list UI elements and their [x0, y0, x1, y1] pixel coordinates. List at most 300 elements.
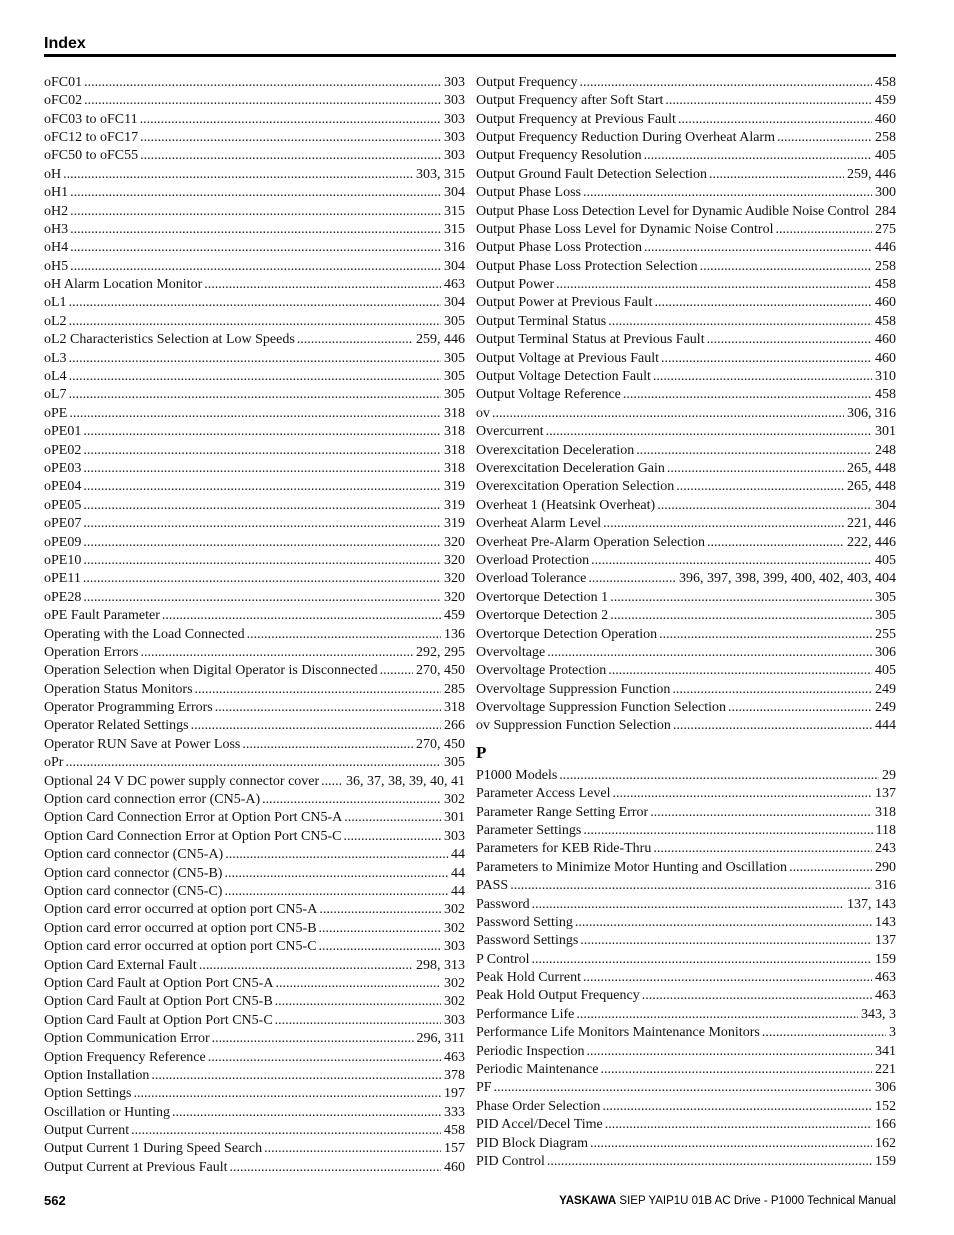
dot-leader — [84, 74, 441, 92]
index-entry — [476, 111, 896, 129]
index-entry — [44, 386, 465, 404]
index-entry — [44, 478, 465, 496]
entry-term: Option card error occurred at option port CN5-A — [44, 902, 318, 918]
entry-pages: 137, 143 — [847, 896, 896, 912]
entry-pages: 159 — [875, 1154, 896, 1169]
entry-pages: 305 — [444, 369, 465, 385]
entry-term: Overvoltage Suppression Function — [476, 681, 671, 697]
index-entry — [476, 969, 896, 987]
dot-leader — [131, 1122, 441, 1140]
entry-pages: 265, 448 — [847, 461, 896, 476]
index-entry — [476, 785, 896, 803]
index-entry — [44, 957, 465, 975]
entry-term: Peak Hold Output Frequency — [476, 988, 640, 1004]
dot-leader — [208, 1049, 441, 1067]
index-entry — [476, 626, 896, 644]
entry-pages: 302 — [444, 792, 465, 808]
entry-term: Output Phase Loss Protection Selection — [476, 258, 698, 274]
entry-term: Periodic Maintenance — [476, 1062, 599, 1078]
index-entry — [44, 313, 465, 331]
entry-pages: 159 — [875, 951, 896, 967]
index-entry — [476, 662, 896, 680]
entry-term: Operating with the Load Connected — [44, 626, 245, 642]
index-entry — [44, 221, 465, 239]
entry-term: Overheat Alarm Level — [476, 516, 602, 532]
dot-leader — [63, 166, 413, 184]
index-column-left — [44, 74, 465, 1177]
entry-term: Option Card Connection Error at Option Port CN5-C — [44, 828, 342, 844]
entry-term: oPE10 — [44, 552, 82, 568]
index-entry — [476, 203, 896, 221]
entry-pages: 319 — [444, 497, 465, 513]
index-entry — [44, 846, 465, 864]
entry-term: Output Frequency at Previous Fault — [476, 111, 676, 127]
entry-pages: 162 — [875, 1135, 896, 1151]
dot-leader — [140, 644, 413, 662]
index-entry — [44, 791, 465, 809]
entry-pages: 302 — [444, 920, 465, 936]
dot-leader — [275, 1012, 441, 1030]
entry-term: Option Settings — [44, 1086, 132, 1102]
index-entry — [44, 662, 465, 680]
entry-pages: 302 — [444, 994, 465, 1010]
index-entry — [476, 534, 896, 552]
dot-leader — [600, 1061, 872, 1079]
entry-term: Option Card Fault at Option Port CN5-C — [44, 1012, 273, 1028]
entry-pages: 249 — [875, 681, 896, 697]
dot-leader — [603, 515, 844, 533]
entry-term: Operator RUN Save at Power Loss — [44, 736, 241, 752]
dot-leader — [579, 74, 872, 92]
dot-leader — [70, 184, 441, 202]
dot-leader — [319, 920, 441, 938]
dot-leader — [262, 791, 441, 809]
index-entry — [44, 405, 465, 423]
dot-leader — [547, 1153, 872, 1171]
index-entry — [476, 1153, 896, 1171]
dot-leader — [667, 460, 844, 478]
index-entry — [476, 478, 896, 496]
entry-pages: 44 — [451, 865, 465, 881]
index-entry — [476, 822, 896, 840]
entry-pages: 301 — [444, 810, 465, 826]
entry-term: Option card error occurred at option port CN5-B — [44, 920, 317, 936]
entry-term: oFC01 — [44, 74, 83, 90]
entry-pages: 303 — [444, 1012, 465, 1028]
entry-term: Overvoltage — [476, 644, 546, 660]
entry-term: oPE11 — [44, 571, 81, 587]
index-entry — [476, 460, 896, 478]
dot-leader — [199, 957, 413, 975]
index-entry — [44, 294, 465, 312]
dot-leader — [559, 767, 879, 785]
entry-pages: 460 — [875, 295, 896, 311]
index-entry — [44, 534, 465, 552]
entry-pages: 405 — [875, 663, 896, 679]
index-entry — [476, 896, 896, 914]
entry-term: Option card connector (CN5-B) — [44, 865, 223, 881]
entry-term: Output Power — [476, 277, 555, 293]
entry-term: Operation Status Monitors — [44, 681, 193, 697]
entry-term: oH — [44, 166, 62, 182]
entry-pages: 243 — [875, 841, 896, 857]
entry-term: Phase Order Selection — [476, 1098, 601, 1114]
dot-leader — [83, 515, 441, 533]
entry-pages: 290 — [875, 859, 896, 875]
index-entry — [44, 681, 465, 699]
index-entry — [44, 773, 465, 791]
index-entry — [476, 1043, 896, 1061]
entry-pages: 318 — [444, 700, 465, 716]
index-entry — [44, 754, 465, 772]
index-entry — [476, 1098, 896, 1116]
index-entry — [44, 717, 465, 735]
entry-pages: 258 — [875, 129, 896, 145]
brand-name: YASKAWA — [559, 1195, 617, 1207]
entry-pages: 343, 3 — [861, 1006, 896, 1022]
index-entry — [476, 644, 896, 662]
index-entry — [476, 1024, 896, 1042]
entry-term: Password Setting — [476, 914, 573, 930]
entry-pages: 305 — [875, 608, 896, 624]
index-entry — [476, 1061, 896, 1079]
dot-leader — [224, 883, 448, 901]
entry-term: Option Card Fault at Option Port CN5-B — [44, 994, 273, 1010]
entry-term: oH4 — [44, 240, 69, 256]
dot-leader — [532, 951, 872, 969]
entry-term: Option card connector (CN5-C) — [44, 883, 223, 899]
entry-pages: 319 — [444, 516, 465, 532]
entry-term: Output Current 1 During Speed Search — [44, 1141, 263, 1157]
entry-term: Option Installation — [44, 1067, 150, 1083]
entry-pages: 316 — [875, 878, 896, 894]
entry-pages: 458 — [875, 313, 896, 329]
dot-leader — [83, 423, 441, 441]
entry-term: oL4 — [44, 369, 67, 385]
dot-leader — [494, 1079, 872, 1097]
entry-pages: 305 — [444, 755, 465, 771]
entry-pages: 320 — [444, 571, 465, 587]
dot-leader — [492, 405, 844, 423]
entry-pages: 405 — [875, 148, 896, 164]
entry-pages: 320 — [444, 534, 465, 550]
index-entry — [44, 497, 465, 515]
entry-term: PID Accel/Decel Time — [476, 1117, 603, 1133]
entry-pages: 275 — [875, 221, 896, 237]
entry-term: Overcurrent — [476, 424, 544, 440]
entry-term: Option card connection error (CN5-A) — [44, 792, 261, 808]
dot-leader — [655, 294, 872, 312]
entry-pages: 296, 311 — [416, 1031, 465, 1047]
entry-term: Performance Life — [476, 1006, 575, 1022]
dot-leader — [70, 221, 441, 239]
entry-term: oH5 — [44, 258, 69, 274]
entry-term: P Control — [476, 951, 530, 967]
index-entry — [44, 331, 465, 349]
entry-pages: 458 — [875, 387, 896, 403]
index-entry — [44, 1159, 465, 1177]
entry-pages: 458 — [875, 74, 896, 90]
entry-term: oPE09 — [44, 534, 82, 550]
entry-pages: 460 — [444, 1159, 465, 1175]
entry-pages: 459 — [444, 608, 465, 624]
index-entry — [44, 166, 465, 184]
index-entry — [476, 570, 896, 588]
index-entry — [44, 350, 465, 368]
entry-pages: 303 — [444, 828, 465, 844]
dot-leader — [583, 822, 872, 840]
index-entry — [44, 239, 465, 257]
entry-pages: 316 — [444, 240, 465, 256]
entry-pages: 320 — [444, 552, 465, 568]
entry-term: Overexcitation Deceleration Gain — [476, 461, 665, 476]
dot-leader — [591, 552, 872, 570]
entry-term: Performance Life Monitors Maintenance Monitors — [476, 1025, 760, 1041]
entry-pages: 301 — [875, 424, 896, 440]
dot-leader — [83, 460, 441, 478]
entry-term: Optional 24 V DC power supply connector cover — [44, 773, 320, 789]
dot-leader — [510, 877, 872, 895]
dot-leader — [588, 570, 676, 588]
entry-pages: 152 — [875, 1098, 896, 1114]
entry-term: Overvoltage Suppression Function Selection — [476, 700, 727, 716]
entry-term: Option Card Fault at Option Port CN5-A — [44, 975, 274, 991]
entry-term: oH2 — [44, 203, 69, 219]
dot-leader — [70, 258, 441, 276]
index-entry — [44, 865, 465, 883]
dot-leader — [83, 478, 441, 496]
entry-pages: 305 — [444, 350, 465, 366]
entry-term: Output Frequency — [476, 74, 578, 90]
dot-leader — [242, 736, 413, 754]
entry-pages: 303, 315 — [416, 166, 465, 182]
entry-term: Operation Selection when Digital Operator is Disconnected — [44, 663, 378, 679]
entry-pages: 333 — [444, 1104, 465, 1120]
index-entry — [44, 626, 465, 644]
index-entry — [44, 184, 465, 202]
dot-leader — [319, 901, 441, 919]
entry-pages: 304 — [875, 497, 896, 513]
entry-pages: 270, 450 — [416, 663, 465, 679]
entry-pages: 463 — [444, 1049, 465, 1065]
dot-leader — [215, 699, 441, 717]
dot-leader — [83, 534, 441, 552]
index-entry — [44, 570, 465, 588]
index-entry — [476, 74, 896, 92]
index-entry — [44, 975, 465, 993]
entry-pages: 302 — [444, 902, 465, 918]
entry-term: PID Block Diagram — [476, 1135, 588, 1151]
entry-pages: 303 — [444, 111, 465, 127]
dot-leader — [610, 589, 872, 607]
entry-pages: 259, 446 — [847, 166, 896, 182]
dot-leader — [69, 313, 441, 331]
index-entry — [476, 405, 896, 423]
entry-pages: 292, 295 — [416, 644, 465, 660]
index-entry — [44, 92, 465, 110]
index-entry — [44, 1104, 465, 1122]
entry-term: Output Voltage Detection Fault — [476, 369, 651, 385]
index-entry — [44, 258, 465, 276]
dot-leader — [777, 129, 872, 147]
entry-term: oPE01 — [44, 424, 82, 440]
entry-pages: 249 — [875, 700, 896, 716]
entry-term: Parameters for KEB Ride-Thru — [476, 841, 652, 857]
entry-term: Operator Related Settings — [44, 718, 189, 734]
entry-term: Output Voltage Reference — [476, 387, 621, 403]
entry-pages: 136 — [444, 626, 465, 642]
entry-pages: 303 — [444, 148, 465, 164]
index-entry — [476, 552, 896, 570]
index-entry — [44, 809, 465, 827]
entry-pages: 298, 313 — [416, 957, 465, 973]
entry-pages: 458 — [875, 277, 896, 293]
dot-leader — [700, 258, 872, 276]
index-entry — [476, 932, 896, 950]
dot-leader — [644, 147, 872, 165]
dot-leader — [762, 1024, 886, 1042]
index-entry — [44, 460, 465, 478]
index-entry — [44, 1012, 465, 1030]
entry-pages: 318 — [444, 424, 465, 440]
entry-term: P1000 Models — [476, 767, 558, 783]
dot-leader — [247, 626, 441, 644]
index-entry — [44, 276, 465, 294]
entry-term: oPE04 — [44, 479, 82, 495]
entry-pages: 265, 448 — [847, 479, 896, 495]
entry-term: Overheat 1 (Heatsink Overheat) — [476, 497, 656, 513]
dot-leader — [644, 239, 872, 257]
entry-term: ov — [476, 405, 490, 421]
dot-leader — [657, 497, 872, 515]
dot-leader — [623, 386, 872, 404]
dot-leader — [264, 1140, 441, 1158]
entry-pages: 320 — [444, 589, 465, 605]
entry-pages: 463 — [875, 988, 896, 1004]
entry-term: Output Power at Previous Fault — [476, 295, 653, 311]
index-entry — [44, 1085, 465, 1103]
entry-pages: 221 — [875, 1062, 896, 1078]
entry-pages: 221, 446 — [847, 516, 896, 532]
dot-leader — [84, 92, 441, 110]
entry-term: PF — [476, 1080, 492, 1096]
index-entry — [44, 515, 465, 533]
index-entry — [476, 840, 896, 858]
entry-term: Parameters to Minimize Motor Hunting and Oscillation — [476, 859, 788, 875]
entry-term: Output Current at Previous Fault — [44, 1159, 228, 1175]
entry-pages: 396, 397, 398, 399, 400, 402, 403, 404 — [679, 571, 896, 587]
entry-term: oL7 — [44, 387, 67, 403]
dot-leader — [613, 785, 873, 803]
index-entry — [476, 442, 896, 460]
index-entry — [476, 294, 896, 312]
index-entry — [476, 1116, 896, 1134]
dot-leader — [605, 1116, 872, 1134]
entry-term: Operation Errors — [44, 644, 139, 660]
entry-term: Output Phase Loss Detection Level for Dynamic Audible Noise Control — [476, 203, 870, 219]
dot-leader — [610, 607, 872, 625]
entry-term: oH3 — [44, 221, 69, 237]
index-entry — [44, 920, 465, 938]
index-entry — [44, 1140, 465, 1158]
entry-term: Overload Tolerance — [476, 571, 587, 587]
index-entry — [476, 589, 896, 607]
dot-leader — [556, 276, 872, 294]
entry-term: Overexcitation Deceleration — [476, 442, 635, 458]
index-entry — [44, 736, 465, 754]
entry-pages: 222, 446 — [847, 534, 896, 550]
index-entry — [476, 877, 896, 895]
dot-leader — [672, 681, 872, 699]
entry-term: oPE07 — [44, 516, 82, 532]
dot-leader — [321, 773, 343, 791]
entry-pages: 304 — [444, 295, 465, 311]
entry-term: oPr — [44, 755, 64, 771]
entry-pages: 258 — [875, 258, 896, 274]
index-entry — [476, 92, 896, 110]
entry-term: Option Card External Fault — [44, 957, 197, 973]
index-entry — [476, 607, 896, 625]
index-entry — [476, 699, 896, 717]
dot-leader — [134, 1085, 441, 1103]
dot-leader — [151, 1067, 441, 1085]
dot-leader — [678, 111, 872, 129]
dot-leader — [728, 699, 872, 717]
entry-term: oL2 — [44, 313, 67, 329]
entry-term: Overexcitation Operation Selection — [476, 479, 675, 495]
dot-leader — [212, 1030, 414, 1048]
entry-term: Output Terminal Status at Previous Fault — [476, 332, 705, 348]
dot-leader — [230, 1159, 441, 1177]
dot-leader — [380, 662, 413, 680]
entry-term: Output Phase Loss — [476, 185, 581, 201]
entry-term: oFC03 to oFC11 — [44, 111, 138, 127]
dot-leader — [665, 92, 872, 110]
dot-leader — [83, 589, 441, 607]
entry-term: Periodic Inspection — [476, 1043, 585, 1059]
entry-term: Overload Protection — [476, 552, 590, 568]
index-entry — [476, 717, 896, 735]
dot-leader — [195, 681, 441, 699]
dot-leader — [661, 350, 872, 368]
entry-pages: 318 — [875, 804, 896, 820]
index-entry — [476, 859, 896, 877]
entry-pages: 44 — [451, 847, 465, 863]
index-entry — [44, 442, 465, 460]
index-entry — [44, 938, 465, 956]
dot-leader — [83, 497, 441, 515]
entry-term: oL2 Characteristics Selection at Low Speeds — [44, 332, 295, 348]
index-entry — [44, 828, 465, 846]
index-entry — [44, 552, 465, 570]
dot-leader — [172, 1104, 441, 1122]
index-entry — [44, 203, 465, 221]
dot-leader — [659, 626, 872, 644]
entry-pages: 460 — [875, 332, 896, 348]
dot-leader — [297, 331, 413, 349]
dot-leader — [224, 865, 448, 883]
index-entry — [476, 497, 896, 515]
entry-pages: 300 — [875, 185, 896, 201]
entry-pages: 166 — [875, 1117, 896, 1133]
entry-pages: 446 — [875, 240, 896, 256]
entry-pages: 303 — [444, 129, 465, 145]
entry-term: oPE Fault Parameter — [44, 608, 160, 624]
entry-pages: 255 — [875, 626, 896, 642]
entry-pages: 157 — [444, 1141, 465, 1157]
index-entry — [44, 699, 465, 717]
entry-pages: 318 — [444, 461, 465, 476]
